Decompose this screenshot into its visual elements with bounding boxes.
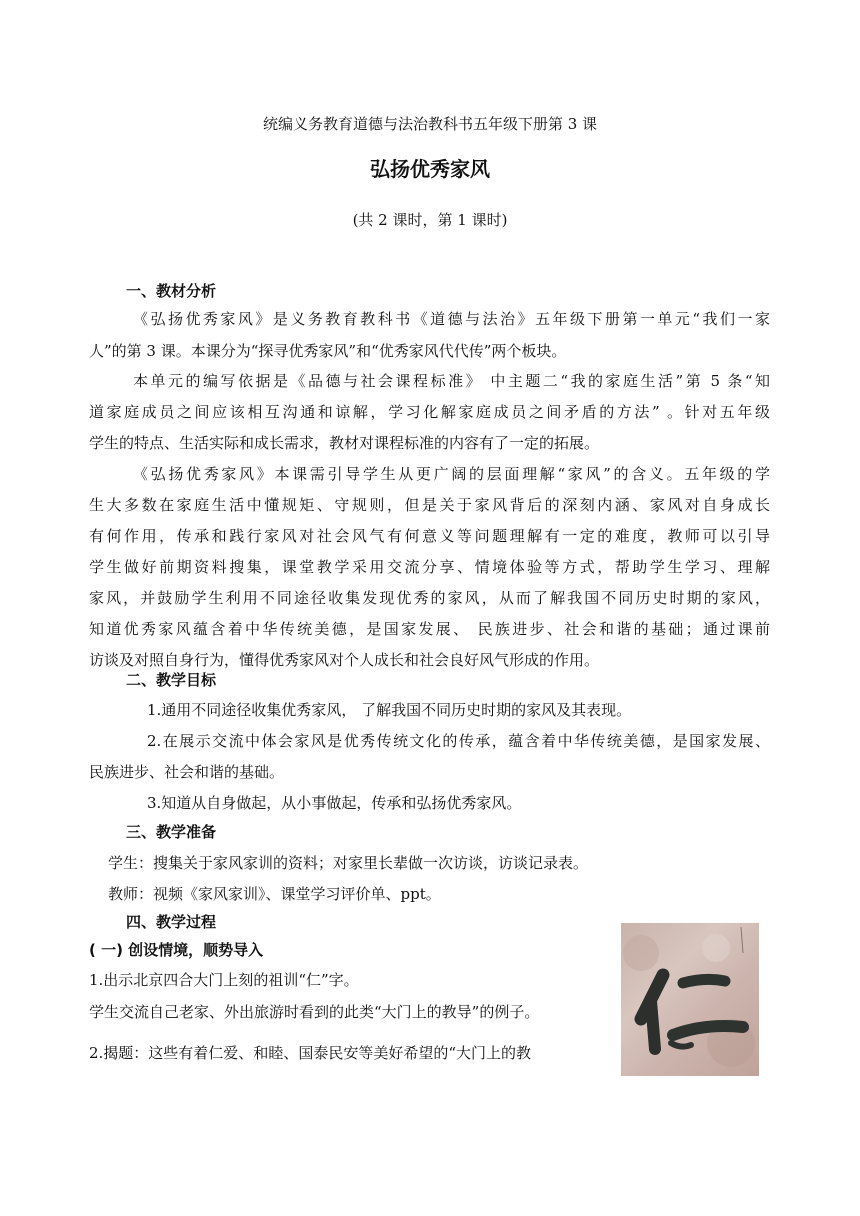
section-heading-analysis: 一、教材分析 (126, 282, 217, 300)
section-heading-goals: 二、教学目标 (126, 671, 217, 689)
ren-character-photo (621, 923, 759, 1076)
section-heading-preparation: 三、教学准备 (126, 823, 217, 841)
paragraph-line: 知道优秀家风蕴含着中华传统美德，是国家发展、 民族进步、社会和谐的基础；通过课前 (89, 620, 770, 638)
paragraph-line: 访谈及对照自身行为，懂得优秀家风对个人成长和社会良好风气形成的作用。 (89, 651, 600, 669)
course-line: 统编义务教育道德与法治教科书五年级下册第 3 课 (262, 115, 598, 133)
preparation-teacher: 教师：视频《家风家训》、课堂学习评价单、ppt。 (108, 885, 441, 903)
section-heading-process: 四、教学过程 (126, 913, 217, 931)
paragraph-line: 本单元的编写依据是《品德与社会课程标准》 中主题二“我的家庭生活”第 5 条“知 (133, 372, 770, 390)
paragraph-line: 有何作用，传承和践行家风对社会风气有何意义等问题理解有一定的难度，教师可以引导 (89, 527, 770, 545)
page-title: 弘扬优秀家风 (370, 157, 490, 181)
preparation-students: 学生：搜集关于家风家训的资料；对家里长辈做一次访谈，访谈记录表。 (108, 854, 589, 872)
period-note: (共 2 课时，第 1 课时) (352, 211, 508, 229)
goal-item: 3.知道从自身做起，从小事做起，传承和弘扬优秀家风。 (147, 794, 522, 812)
paragraph-line: 学生的特点、生活实际和成长需求，教材对课程标准的内容有了一定的拓展。 (89, 434, 600, 452)
paragraph-line: 生大多数在家庭生活中懂规矩、守规则，但是关于家风背后的深刻内涵、家风对自身成长 (89, 496, 770, 514)
paragraph-line: 人”的第 3 课。本课分为“探寻优秀家风”和“优秀家风代代传”两个板块。 (89, 342, 567, 360)
paragraph-line: 道家庭成员之间应该相互沟通和谅解，学习化解家庭成员之间矛盾的方法” 。针对五年级 (89, 403, 770, 421)
paragraph-line: 《弘扬优秀家风》是义务教育教科书《道德与法治》五年级下册第一单元“我们一家 (133, 310, 770, 328)
sub-heading-intro: ( 一) 创设情境，顺势导入 (89, 941, 264, 959)
paragraph-line: 学生做好前期资料搜集，课堂教学采用交流分享、情境体验等方式，帮助学生学习、理解 (89, 558, 770, 576)
process-step: 1.出示北京四合大门上刻的祖训“仁”字。 (89, 971, 359, 989)
goal-item: 1.通用不同途径收集优秀家风， 了解我国不同历史时期的家风及其表现。 (147, 701, 632, 719)
paragraph-line: 《弘扬优秀家风》本课需引导学生从更广阔的层面理解“家风”的含义。五年级的学 (133, 465, 770, 483)
process-step: 学生交流自己老家、外出旅游时看到的此类“大门上的教导”的例子。 (89, 1003, 540, 1021)
paragraph-line: 家风，并鼓励学生利用不同途径收集发现优秀的家风，从而了解我国不同历史时期的家风， (89, 589, 770, 607)
goal-item-continued: 民族进步、社会和谐的基础。 (89, 763, 285, 781)
goal-item: 2.在展示交流中体会家风是优秀传统文化的传承，蕴含着中华传统美德，是国家发展、 (147, 732, 770, 750)
process-step: 2.揭题：这些有着仁爱、和睦、国泰民安等美好希望的“大门上的教 (89, 1044, 531, 1062)
